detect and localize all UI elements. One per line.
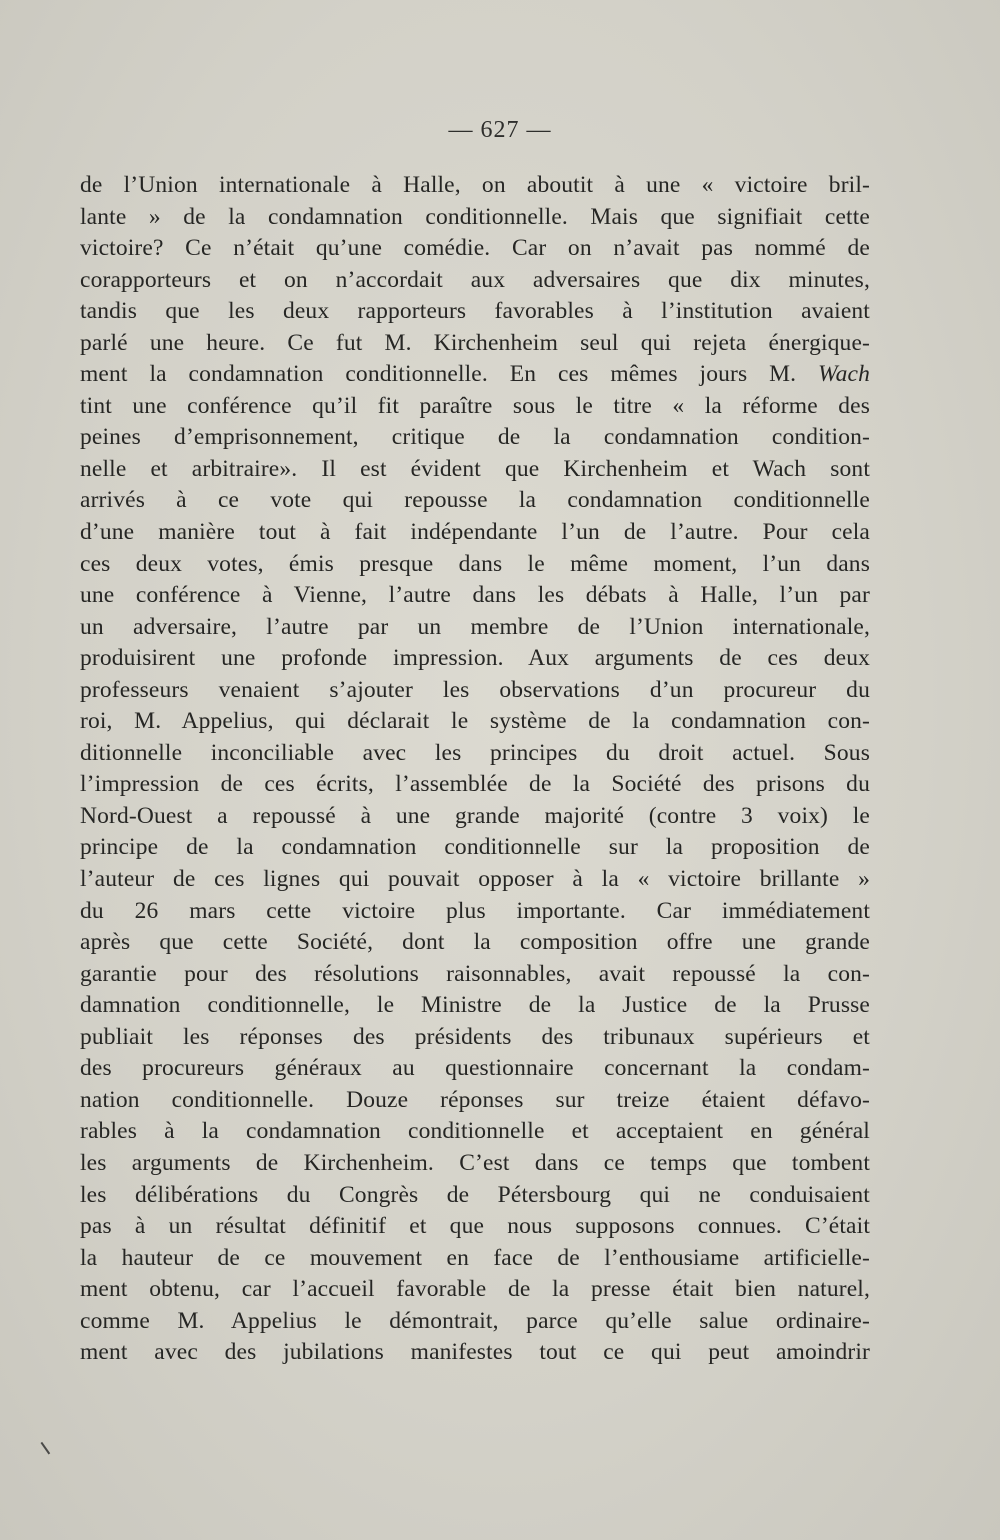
- text-line: les arguments de Kirchenheim. C’est dans ce temps que tombent: [80, 1149, 870, 1176]
- text-line: Nord-Ouest a repoussé à une grande majorité (contre 3 voix) le: [80, 802, 870, 829]
- text-line: l’auteur de ces lignes qui pouvait opposer à la « victoire brillante »: [80, 866, 870, 893]
- text-line: peines d’emprisonnement, critique de la condamnation condition-: [80, 424, 870, 451]
- text-line: tint une conférence qu’il fit paraître sous le titre « la réforme des: [80, 392, 870, 419]
- text-line: ment avec des jubilations manifestes tout ce qui peut amoindrir: [80, 1339, 870, 1366]
- text-line: victoire? Ce n’était qu’une comédie. Car on n’avait pas nommé de: [80, 235, 870, 262]
- text-line: ment la condamnation conditionnelle. En ces mêmes jours M. Wach: [80, 361, 870, 388]
- text-line: nelle et arbitraire». Il est évident que Kirchenheim et Wach sont: [80, 455, 870, 482]
- italic-name: Wach: [818, 361, 870, 388]
- text-line: ditionnelle inconciliable avec les principes du droit actuel. Sous: [80, 739, 870, 766]
- text-line: publiait les réponses des présidents des tribunaux supérieurs et: [80, 1023, 870, 1050]
- stray-pen-mark-icon: [39, 1438, 55, 1455]
- text-line: du 26 mars cette victoire plus importante. Car immédiatement: [80, 897, 870, 924]
- text-line: l’impression de ces écrits, l’assemblée de la Société des prisons du: [80, 771, 870, 798]
- text-line: ces deux votes, émis presque dans le même moment, l’un dans: [80, 550, 870, 577]
- text-line: damnation conditionnelle, le Ministre de la Justice de la Prusse: [80, 992, 870, 1019]
- text-line: lante » de la condamnation conditionnelle. Mais que signifiait cette: [80, 203, 870, 230]
- text-line: de l’Union internationale à Halle, on aboutit à une « victoire bril-: [80, 172, 870, 198]
- text-line: produisirent une profonde impression. Aux arguments de ces deux: [80, 645, 870, 672]
- text-line: d’une manière tout à fait indépendante l’un de l’autre. Pour cela: [80, 519, 870, 546]
- text-line: garantie pour des résolutions raisonnables, avait repoussé la con-: [80, 960, 870, 987]
- text-line: la hauteur de ce mouvement en face de l’enthousiame artificielle-: [80, 1244, 870, 1271]
- text-line: un adversaire, l’autre par un membre de l’Union internationale,: [80, 613, 870, 640]
- text-line: arrivés à ce vote qui repousse la condamnation conditionnelle: [80, 487, 870, 514]
- text-line: tandis que les deux rapporteurs favorables à l’institution avaient: [80, 298, 870, 325]
- text-line: ment obtenu, car l’accueil favorable de la presse était bien naturel,: [80, 1276, 870, 1303]
- page-number: — 627 —: [448, 117, 552, 143]
- text-line: comme M. Appelius le démontrait, parce qu’elle salue ordinaire-: [80, 1307, 870, 1334]
- body-text: [80, 170, 870, 1369]
- text-line: corapporteurs et on n’accordait aux adversaires que dix minutes,: [80, 266, 870, 293]
- text-line: professeurs venaient s’ajouter les observations d’un procureur du: [80, 676, 870, 703]
- text-line: principe de la condamnation conditionnelle sur la proposition de: [80, 834, 870, 861]
- text-line: après que cette Société, dont la composition offre une grande: [80, 929, 870, 956]
- text-line: parlé une heure. Ce fut M. Kirchenheim seul qui rejeta énergique-: [80, 329, 870, 356]
- text-line: roi, M. Appelius, qui déclarait le système de la condamnation con-: [80, 708, 870, 735]
- text-line: nation conditionnelle. Douze réponses sur treize étaient défavo-: [80, 1086, 870, 1113]
- text-line: des procureurs généraux au questionnaire concernant la condam-: [80, 1055, 870, 1082]
- text-line: rables à la condamnation conditionnelle et acceptaient en général: [80, 1118, 870, 1145]
- text-line: pas à un résultat définitif et que nous supposons connues. C’était: [80, 1213, 870, 1240]
- text-line: une conférence à Vienne, l’autre dans les débats à Halle, l’un par: [80, 582, 870, 609]
- text-line: les délibérations du Congrès de Pétersbourg qui ne conduisaient: [80, 1181, 870, 1208]
